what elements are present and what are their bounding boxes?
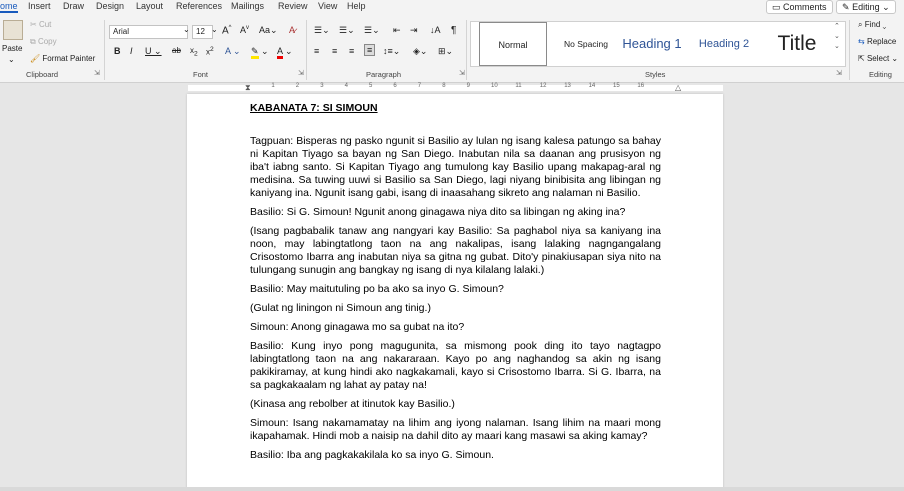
- editing-group-label: Editing: [869, 70, 892, 79]
- paragraph: Basilio: Iba ang pagkakakilala ko sa inyo G. Simoun.: [250, 449, 494, 461]
- paste-button[interactable]: Paste: [2, 44, 23, 53]
- ruler-number: 2: [295, 83, 300, 89]
- search-icon: ⌕: [858, 20, 863, 29]
- paragraph: Simoun: Anong ginagawa mo sa gubat na ito?: [250, 321, 465, 333]
- divider: [104, 20, 105, 80]
- paragraph: (Kinasa ang rebolber at itinutok kay Basilio.): [250, 398, 455, 410]
- chapter-title: KABANATA 7: SI SIMOUN: [250, 102, 378, 114]
- align-right-button[interactable]: ≡: [349, 46, 355, 56]
- ruler-number: 12: [539, 83, 547, 89]
- menu-bar: [0, 0, 904, 14]
- chevron-down-icon[interactable]: ⌄: [8, 55, 15, 64]
- ruler-number: 9: [466, 83, 470, 89]
- font-name-combo[interactable]: [109, 25, 188, 39]
- tab-review[interactable]: Review: [278, 1, 308, 11]
- font-color-icon: A: [277, 46, 283, 59]
- tab-design[interactable]: Design: [96, 1, 125, 11]
- font-color-button[interactable]: A ⌄: [277, 46, 293, 57]
- highlighter-icon: ✎: [251, 46, 259, 59]
- style-heading-2[interactable]: Heading 2: [698, 38, 750, 50]
- paragraph: (Gulat ng liningon ni Simoun ang tinig.): [250, 302, 431, 314]
- grow-font-button[interactable]: A^: [222, 25, 232, 37]
- borders-icon: ⊞: [438, 46, 446, 56]
- format-painter-button[interactable]: [30, 54, 95, 63]
- right-indent-marker[interactable]: △: [675, 83, 682, 92]
- italic-button[interactable]: I: [130, 46, 133, 56]
- ruler-number: 3: [320, 83, 324, 89]
- font-size-combo[interactable]: [192, 25, 213, 39]
- increase-indent-button[interactable]: ⇥: [410, 25, 418, 35]
- select-button[interactable]: ⇱ Select ⌄: [858, 54, 899, 63]
- style-no-spacing[interactable]: No Spacing: [564, 39, 608, 49]
- ruler: [0, 83, 904, 93]
- select-label: Select: [866, 54, 890, 63]
- tab-mailings[interactable]: Mailings: [231, 1, 265, 11]
- format-painter-label: Format Painter: [42, 54, 96, 63]
- clipboard-group-label: Clipboard: [26, 70, 59, 79]
- dialog-launcher-icon[interactable]: ⇲: [298, 70, 304, 77]
- copy-label: Copy: [37, 37, 57, 46]
- divider: [466, 20, 467, 80]
- find-label: Find: [864, 20, 881, 29]
- ruler-number: 1: [271, 83, 275, 89]
- cursor-icon: ⇱: [858, 54, 865, 63]
- paragraph-group-label: Paragraph: [366, 70, 402, 79]
- align-center-button[interactable]: ≡: [332, 46, 338, 56]
- paragraph: Tagpuan: Bisperas ng pasko ngunit si Basilio ay lulan ng isang kalesa patungo sa bahay ni Kapitan Tiyago sa bayan ng San Diego. Inabutan nila sa daanan ang prusisyon ng iba't iabng santo. Si Kapitan Tiyago ang tumulong kay Basilio upang makapag-aral ng medisina. Sa tuwing uuwi si Basilio sa San Diego, lagi niyang binibisita ang libingan ng kaniyang ina. Ngunit isang gabi, isang di inaasahang sikreto ang nalaman ni Basilio.: [250, 135, 661, 199]
- clear-formatting-icon[interactable]: A̷: [289, 25, 296, 35]
- paint-bucket-icon: ◈: [413, 46, 420, 56]
- borders-button[interactable]: ⊞⌄: [438, 46, 454, 56]
- comment-icon: ▭: [772, 2, 781, 12]
- strikethrough-button[interactable]: ab: [172, 46, 181, 55]
- tab-view[interactable]: View: [318, 1, 338, 11]
- chevron-down-icon[interactable]: ⌄: [211, 25, 218, 34]
- dialog-launcher-icon[interactable]: ⇲: [459, 70, 465, 77]
- justify-button[interactable]: ≡: [364, 44, 375, 56]
- ruler-number: 8: [442, 83, 446, 89]
- ruler-number: 13: [564, 83, 571, 89]
- align-left-button[interactable]: ≡: [314, 46, 320, 56]
- cut-button[interactable]: [30, 20, 51, 29]
- superscript-button[interactable]: $x^2$: [206, 46, 214, 57]
- paragraph: Basilio: May maitutuling po ba ako sa inyo G. Simoun?: [250, 283, 504, 295]
- change-case-button[interactable]: Aa⌄: [259, 25, 278, 35]
- shrink-font-button[interactable]: $A^v$: [240, 25, 250, 35]
- ribbon: [0, 14, 904, 83]
- divider: [306, 20, 307, 80]
- replace-button[interactable]: [858, 37, 896, 46]
- dialog-launcher-icon[interactable]: ⇲: [94, 70, 100, 77]
- text-effects-button[interactable]: A ⌄: [225, 46, 241, 56]
- scissors-icon: ✂: [30, 20, 37, 29]
- ruler-number: 5: [369, 83, 373, 89]
- ruler-number: 16: [637, 83, 645, 89]
- editing-mode-button[interactable]: [836, 0, 896, 14]
- paragraph: Basilio: Kung inyo pong magugunita, sa mismong pook ding ito tayo nagtagpo labingtatlong taon na ang nakararaan. Kayo po ang naghandog sa akin ng isang pakikiramay, at kung hindi ako nagkakamali, kayo si Crisostomo Ibarra. Si G. Ibarra, na sa pagkakaalam ng lahat ay patay na!: [250, 340, 661, 391]
- document-page[interactable]: [187, 94, 723, 491]
- underline-button[interactable]: U ⌄: [145, 46, 162, 56]
- pencil-icon: ✎: [842, 2, 850, 12]
- copy-icon: ⧉: [30, 37, 36, 46]
- styles-group-label: Styles: [645, 70, 666, 79]
- replace-icon: ⇆: [858, 37, 865, 46]
- ruler-number: 11: [515, 83, 522, 89]
- paragraph: Basilio: Si G. Simoun! Ngunit anong ginagawa niya dito sa libingan ng aking ina?: [250, 206, 626, 218]
- chevron-down-icon: ⌄: [882, 2, 890, 12]
- find-button[interactable]: ⌕ Find ⌄: [858, 20, 887, 29]
- style-normal[interactable]: Normal: [479, 22, 547, 66]
- ruler-number: 7: [417, 83, 422, 89]
- decrease-indent-button[interactable]: ⇤: [393, 25, 401, 35]
- font-name-value: Arial: [113, 27, 130, 36]
- dialog-launcher-icon[interactable]: ⇲: [836, 70, 842, 77]
- comments-label: Comments: [783, 2, 827, 12]
- shading-button[interactable]: ◈⌄: [413, 46, 428, 56]
- ruler-number: 6: [393, 83, 397, 89]
- status-bar: [0, 487, 904, 491]
- subscript-button[interactable]: $x_2$: [190, 46, 198, 58]
- ruler-number: 10: [491, 83, 498, 89]
- line-spacing-button[interactable]: ↕≡⌄: [383, 46, 401, 56]
- highlight-button[interactable]: ✎ ⌄: [251, 46, 269, 57]
- numbering-button[interactable]: ☰⌄: [339, 25, 355, 35]
- styles-gallery: [470, 21, 846, 67]
- font-group-label: Font: [193, 70, 209, 79]
- clipboard-icon: [3, 20, 23, 40]
- document-body[interactable]: [250, 102, 661, 468]
- ruler-number: 4: [344, 83, 348, 89]
- indent-marker[interactable]: ⧗: [245, 83, 251, 92]
- styles-scroll[interactable]: ⌃ ⌄ ⌄: [834, 23, 840, 50]
- style-heading-1[interactable]: Heading 1: [622, 36, 682, 51]
- sort-button[interactable]: ↓A: [430, 25, 441, 35]
- style-title[interactable]: Title: [777, 32, 817, 55]
- paragraph: (Isang pagbabalik tanaw ang nangyari kay Basilio: Sa paghabol niya sa kaniyang ina noon, may labingtatlong taon na ang nakalipas, isang lalaking nagngangalang Crisostomo Ibarra ang inabutan niya sa gitna ng gubat. Dito'y pinakiusapan siya nito na tulungang sunugin ang bangkay ng isang di nya kilalang lalaki.): [250, 225, 661, 276]
- divider: [849, 20, 850, 80]
- comments-button[interactable]: [766, 0, 833, 14]
- tab-home[interactable]: ome: [0, 1, 18, 11]
- tab-draw[interactable]: Draw: [63, 1, 85, 11]
- editing-mode-label: Editing: [852, 2, 880, 12]
- tab-references[interactable]: References: [176, 1, 223, 11]
- chevron-down-icon[interactable]: ⌄: [183, 25, 190, 34]
- multilevel-list-button[interactable]: ☰⌄: [364, 25, 380, 35]
- tab-layout[interactable]: Layout: [136, 1, 164, 11]
- paragraph: Simoun: Isang nakamamatay na lihim ang iyong nalaman. Isang lihim na maari mong ikapahamak. Hindi mob a naisip na dahil dito ay maari kang masawi sa aking kamay?: [250, 417, 661, 442]
- bullets-button[interactable]: ☰⌄: [314, 25, 330, 35]
- paintbrush-icon: 🖌: [30, 54, 41, 63]
- ruler-number: 14: [588, 83, 596, 89]
- cut-label: Cut: [38, 20, 52, 29]
- tab-insert[interactable]: Insert: [28, 1, 51, 11]
- ruler-number: 15: [613, 83, 620, 89]
- bold-button[interactable]: B: [114, 46, 121, 56]
- font-size-value: 12: [196, 27, 205, 36]
- show-formatting-button[interactable]: ¶: [451, 25, 457, 36]
- replace-label: Replace: [866, 37, 897, 46]
- copy-button[interactable]: [30, 37, 57, 47]
- tab-help[interactable]: Help: [347, 1, 366, 11]
